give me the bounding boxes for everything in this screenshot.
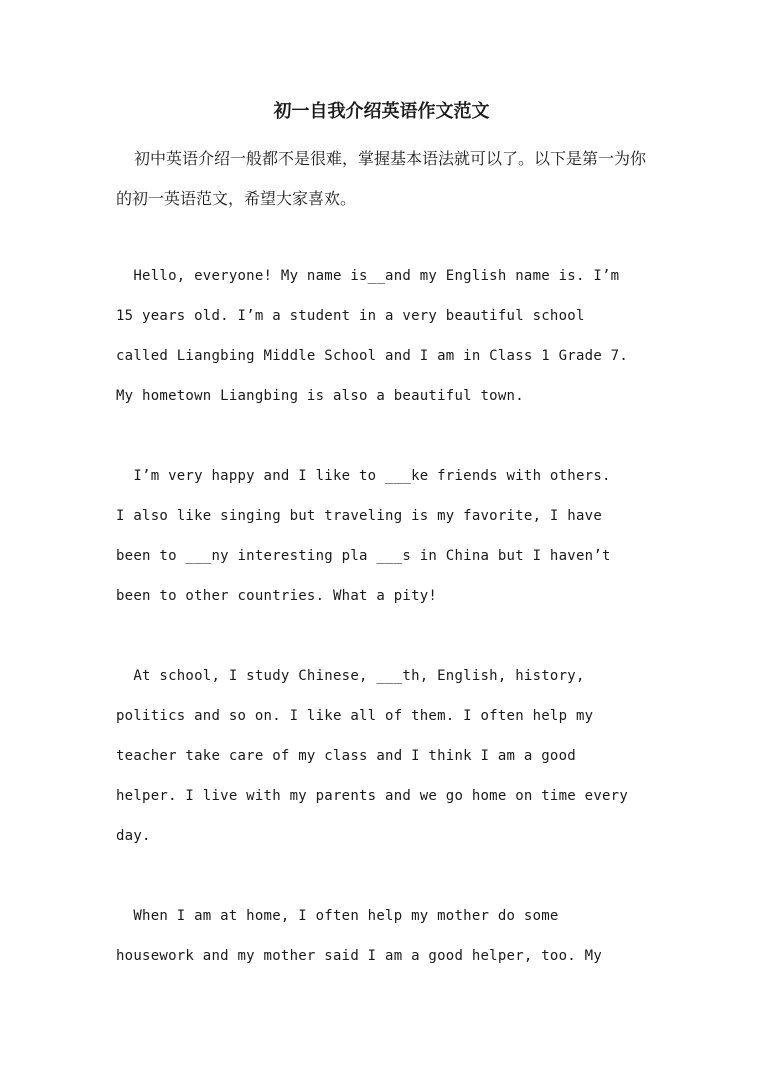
paragraph-3-line-5: day. <box>116 828 151 844</box>
paragraph-2-line-2: I also like singing but traveling is my favorite, I have <box>116 508 603 524</box>
paragraph-4-line-2: housework and my mother said I am a good helper, too. My <box>116 948 603 964</box>
paragraph-1-line-4: My hometown Liangbing is also a beautiful town. <box>116 388 524 404</box>
paragraph-3-line-2: politics and so on. I like all of them. I often help my <box>116 708 594 724</box>
document-title: 初一自我介绍英语作文范文 <box>273 101 490 122</box>
paragraph-3-line-1: At school, I study Chinese, ___th, English, history, <box>116 668 585 684</box>
paragraph-2-line-3: been to ___ny interesting pla ___s in China but I haven’t <box>116 548 611 564</box>
paragraph-4-line-1: When I am at home, I often help my mother do some <box>116 908 559 924</box>
intro-paragraph: 初中英语介绍一般都不是很难，掌握基本语法就可以了。以下是第一为你的初一英语范文，希望大家喜欢。 <box>116 149 647 208</box>
paragraph-3-line-3: teacher take care of my class and I think I am a good <box>116 748 576 764</box>
paragraph-2-line-4: been to other countries. What a pity! <box>116 588 438 604</box>
paragraph-3-line-4: helper. I live with my parents and we go home on time every <box>116 788 629 804</box>
paragraph-1-line-2: 15 years old. I’m a student in a very beautiful school <box>116 308 585 324</box>
paragraph-1-line-1: Hello, everyone! My name is__and my English name is. I’m <box>116 268 620 284</box>
paragraph-2-line-1: I’m very happy and I like to ___ke friends with others. <box>116 468 611 484</box>
paragraph-1-line-3: called Liangbing Middle School and I am in Class 1 Grade 7. <box>116 348 629 364</box>
